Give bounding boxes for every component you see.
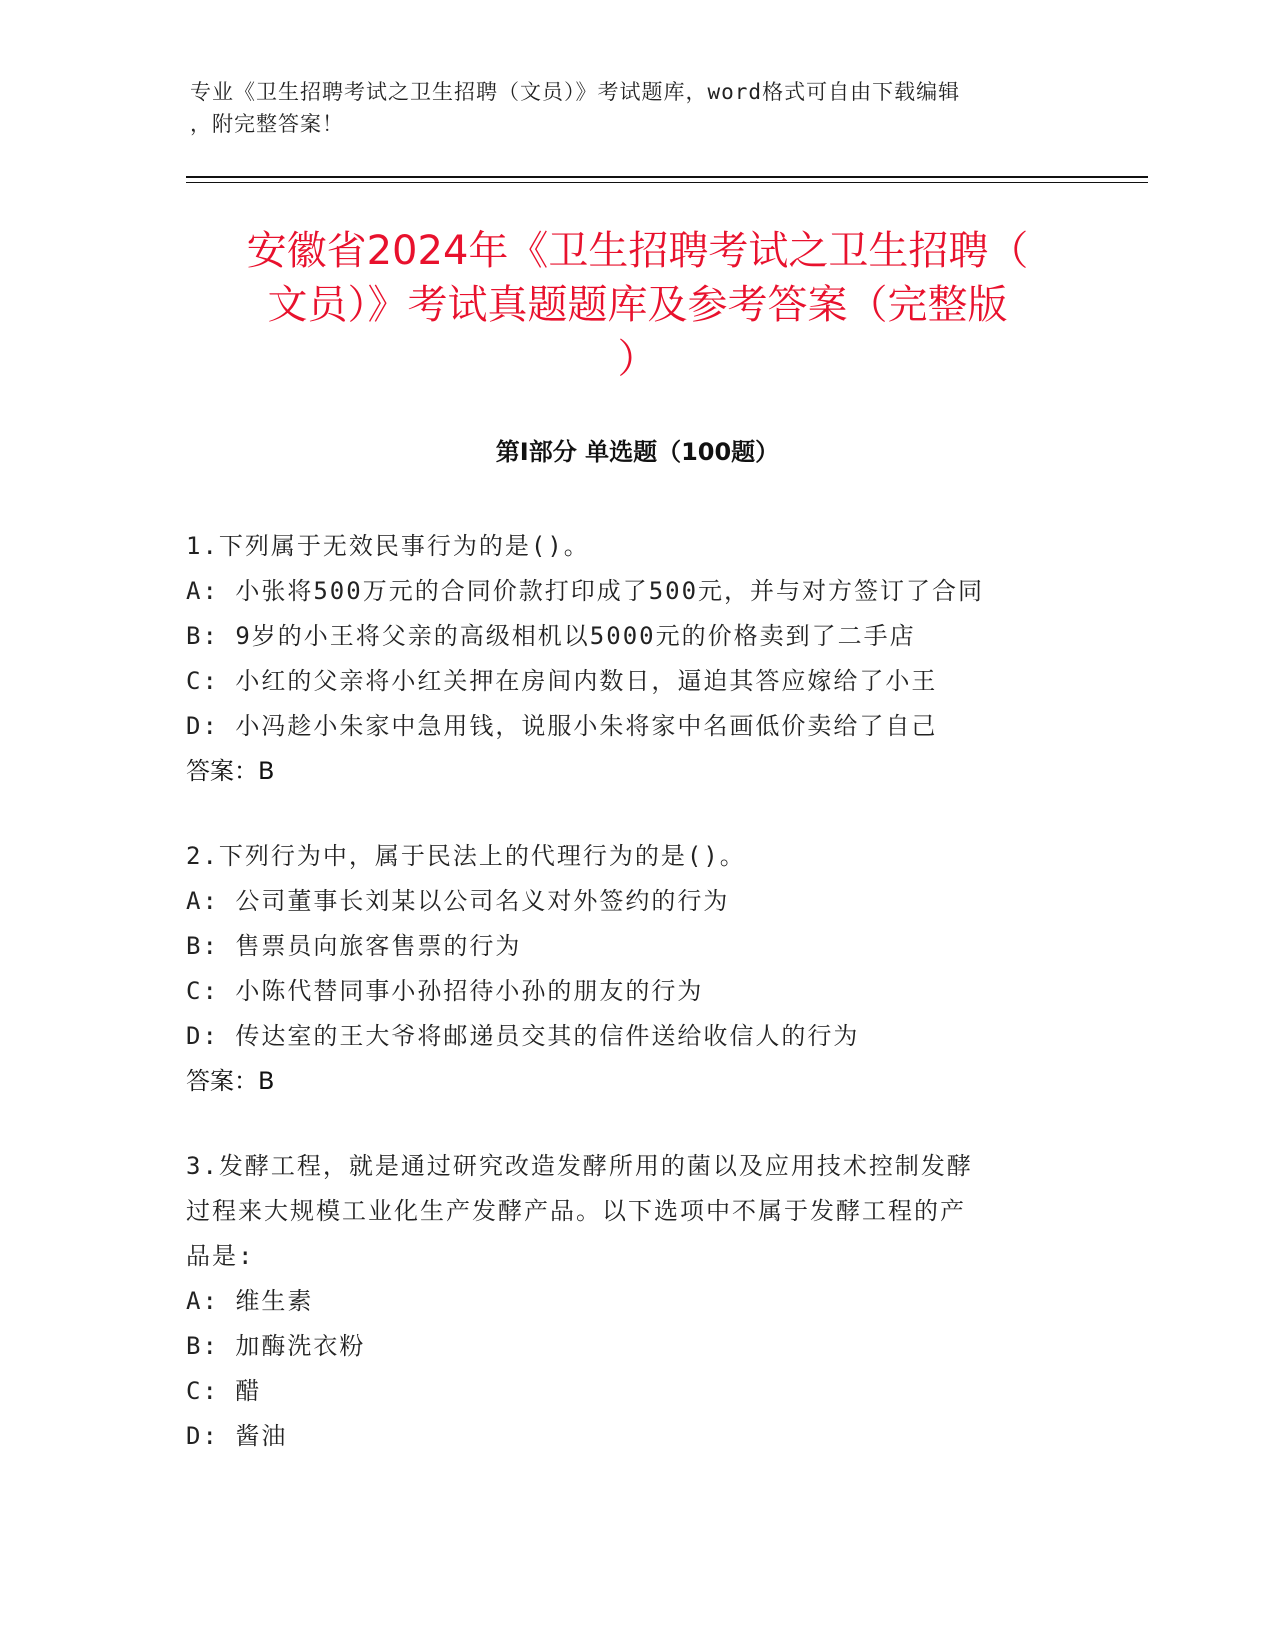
header-divider-thin <box>186 182 1148 183</box>
option-d: D: 酱油 <box>186 1422 288 1450</box>
answer-text: 答案：B <box>186 1067 275 1095</box>
question-stem: 2.下列行为中，属于民法上的代理行为的是()。 <box>186 842 746 870</box>
question-2 <box>186 834 1086 1104</box>
question-stem: 品是: <box>186 1242 255 1270</box>
question-list <box>186 524 1086 1499</box>
header-note <box>190 76 1070 140</box>
document-title-line: ） <box>617 336 658 382</box>
question-stem: 3.发酵工程，就是通过研究改造发酵所用的菌以及应用技术控制发酵 <box>186 1152 973 1180</box>
option-c: C: 小陈代替同事小孙招待小孙的朋友的行为 <box>186 977 704 1005</box>
option-a: A: 公司董事长刘某以公司名义对外签约的行为 <box>186 887 730 915</box>
option-c: C: 小红的父亲将小红关押在房间内数日，逼迫其答应嫁给了小王 <box>186 667 938 695</box>
header-divider-thick <box>186 176 1148 178</box>
option-b: B: 售票员向旅客售票的行为 <box>186 932 522 960</box>
question-stem: 过程来大规模工业化生产发酵产品。以下选项中不属于发酵工程的产 <box>186 1197 966 1225</box>
header-note-line: ，附完整答案！ <box>190 112 344 136</box>
option-b: B: 9岁的小王将父亲的高级相机以5000元的价格卖到了二手店 <box>186 622 916 650</box>
section-heading: 第I部分 单选题（100题） <box>495 438 780 466</box>
question-stem: 1.下列属于无效民事行为的是()。 <box>186 532 590 560</box>
option-b: B: 加酶洗衣粉 <box>186 1332 366 1360</box>
document-title <box>170 224 1105 386</box>
document-title-line: 文员）》考试真题题库及参考答案（完整版 <box>267 282 1008 328</box>
question-1 <box>186 524 1086 794</box>
option-d: D: 传达室的王大爷将邮递员交其的信件送给收信人的行为 <box>186 1022 860 1050</box>
option-a: A: 维生素 <box>186 1287 314 1315</box>
header-note-line: 专业《卫生招聘考试之卫生招聘（文员）》考试题库，word格式可自由下载编辑 <box>190 80 961 104</box>
question-3 <box>186 1144 1086 1459</box>
answer-text: 答案：B <box>186 757 275 785</box>
option-d: D: 小冯趁小朱家中急用钱，说服小朱将家中名画低价卖给了自己 <box>186 712 938 740</box>
option-c: C: 醋 <box>186 1377 262 1405</box>
option-a: A: 小张将500万元的合同价款打印成了500元，并与对方签订了合同 <box>186 577 985 605</box>
document-title-line: 安徽省2024年《卫生招聘考试之卫生招聘（ <box>246 228 1029 274</box>
